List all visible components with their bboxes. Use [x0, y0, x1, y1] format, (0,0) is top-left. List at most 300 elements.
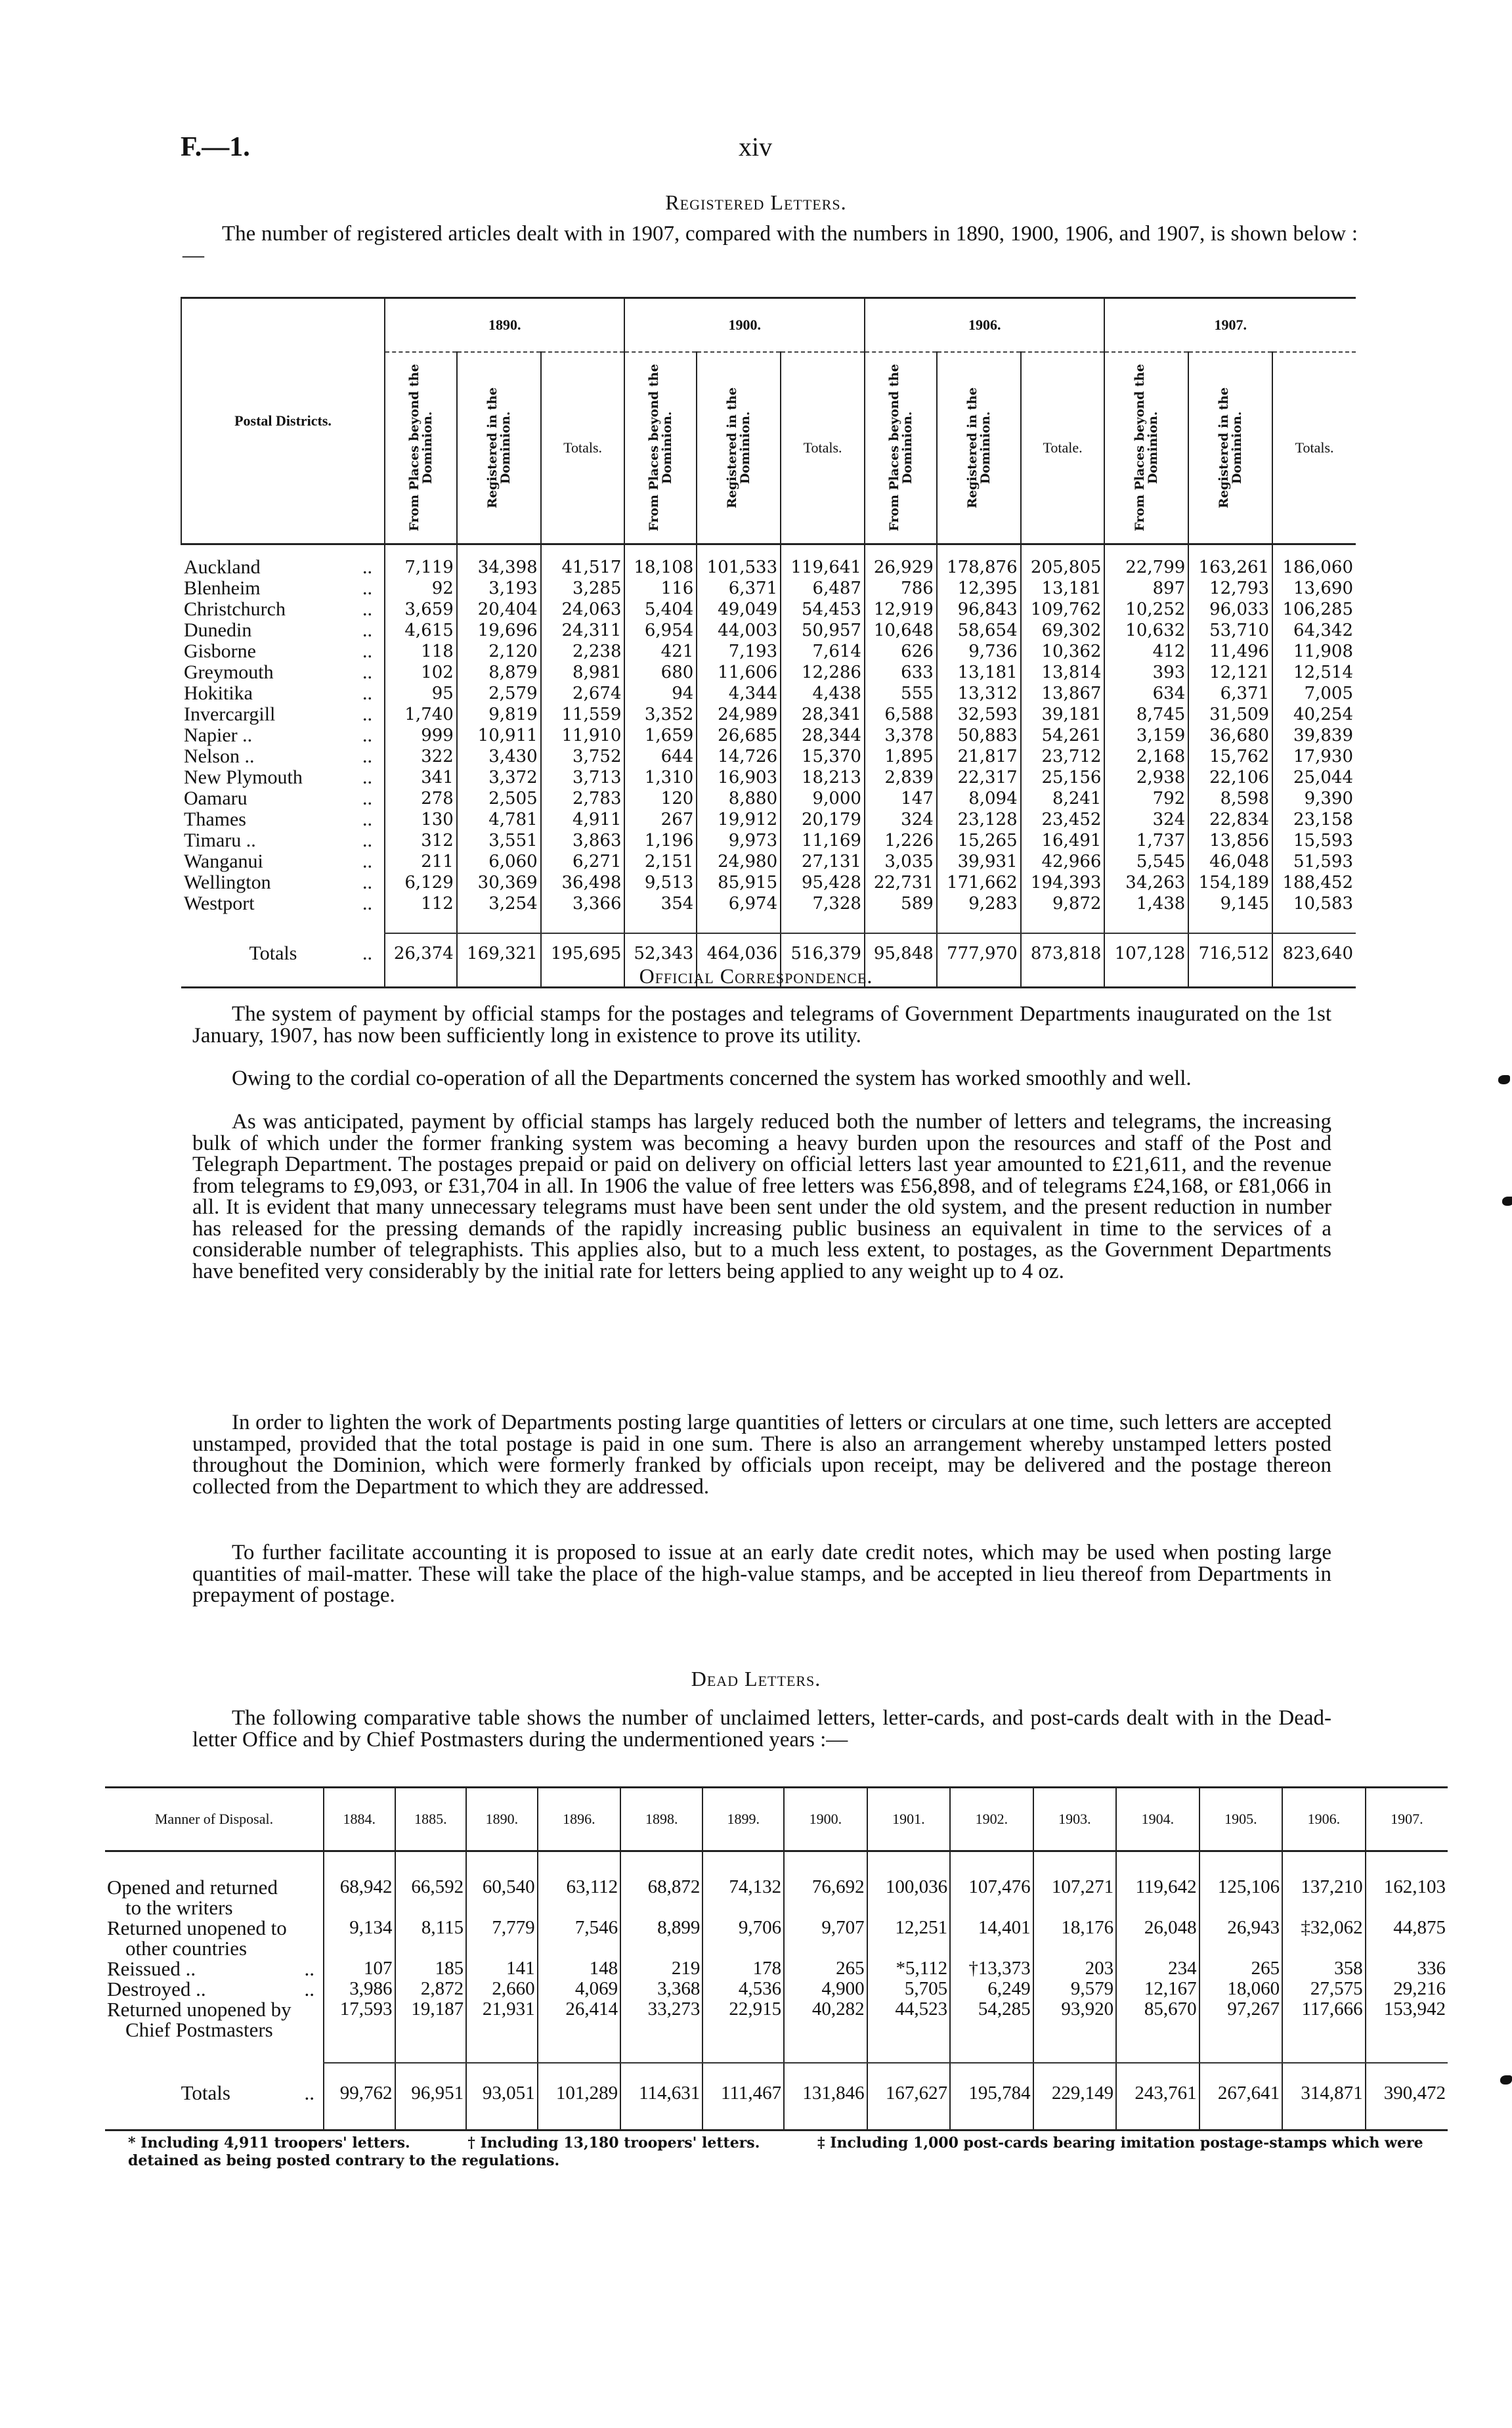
table-cell: 6,371	[1188, 683, 1272, 704]
district-label: Nelson ..	[184, 745, 255, 767]
table-cell: 15,370	[781, 746, 865, 767]
table-cell: 14,401	[950, 1918, 1033, 1958]
table-cell: 76,692	[784, 1851, 867, 1918]
footnotes	[128, 2134, 1454, 2170]
table-cell: 188,452	[1272, 872, 1356, 893]
table-cell: 1,895	[865, 746, 937, 767]
district-name	[181, 599, 385, 620]
total-cell: 167,627	[867, 2063, 951, 2123]
table-cell: 58,654	[937, 620, 1021, 641]
table-cell: 4,911	[541, 809, 625, 830]
table-cell: 265	[1199, 1958, 1283, 1979]
table-cell: 589	[865, 893, 937, 914]
year-header: 1884.	[324, 1788, 395, 1851]
table-cell: 39,181	[1021, 704, 1105, 725]
table-cell: 7,193	[697, 641, 781, 662]
totals-text: Totals	[249, 942, 297, 964]
table-cell: 100,036	[867, 1851, 951, 1918]
total-cell: 95,848	[865, 933, 937, 973]
disposal-label	[105, 1958, 324, 1979]
table-cell: 60,540	[466, 1851, 538, 1918]
year-header: 1885.	[395, 1788, 467, 1851]
table-cell: 24,311	[541, 620, 625, 641]
table-cell: 8,899	[620, 1918, 702, 1958]
table-cell: 9,872	[1021, 893, 1105, 914]
table-cell: 644	[624, 746, 697, 767]
table-row	[181, 599, 1356, 620]
table-cell: 36,680	[1188, 725, 1272, 746]
table-cell: 119,641	[781, 544, 865, 579]
table-rule	[181, 914, 1356, 929]
table-cell: 194,393	[1021, 872, 1105, 893]
district-name	[181, 809, 385, 830]
table-cell: 26,929	[865, 544, 937, 579]
from-beyond-header	[624, 352, 697, 544]
leader-dots: ..	[362, 808, 372, 830]
from-beyond-header	[385, 352, 457, 544]
registered-in-header-text: Registered in the Dominion.	[725, 387, 753, 509]
leader-dots: ..	[362, 942, 372, 964]
table-cell: 19,187	[395, 1999, 467, 2040]
official-paragraph: The system of payment by official stamps for the postages and telegrams of Government Departments inaugurated on the 1st January, 1907, has now been sufficiently long in existence to prove its utility.	[192, 1002, 1331, 1048]
leader-dots: ..	[362, 766, 372, 788]
table-row	[105, 1999, 1448, 2040]
table-cell: 22,915	[702, 1999, 784, 2040]
leader-dots: ..	[362, 598, 372, 620]
table-cell: 24,989	[697, 704, 781, 725]
footnote: * Including 4,911 troopers' letters.	[128, 2134, 410, 2152]
table-cell: 8,745	[1104, 704, 1188, 725]
year-header-row	[181, 298, 1356, 353]
total-cell: 195,695	[541, 933, 625, 973]
table-cell: 9,706	[702, 1918, 784, 1958]
table-cell: 3,285	[541, 578, 625, 599]
table-cell: 15,593	[1272, 830, 1356, 851]
table-cell: 24,063	[541, 599, 625, 620]
total-cell: 111,467	[702, 2063, 784, 2123]
table-cell: 12,919	[865, 599, 937, 620]
table-cell: 2,938	[1104, 767, 1188, 788]
table-cell: 34,263	[1104, 872, 1188, 893]
table-cell: 12,395	[937, 578, 1021, 599]
table-cell: 4,344	[697, 683, 781, 704]
table-cell: 102	[385, 662, 457, 683]
table-cell: 6,249	[950, 1979, 1033, 1999]
year-header: 1907.	[1104, 298, 1356, 353]
total-cell: 99,762	[324, 2063, 395, 2123]
table-cell: 21,817	[937, 746, 1021, 767]
table-cell: 6,974	[697, 893, 781, 914]
table-cell: 2,660	[466, 1979, 538, 1999]
table-cell: 1,226	[865, 830, 937, 851]
table-cell: 3,368	[620, 1979, 702, 1999]
district-label: Blenheim	[184, 577, 261, 599]
table-cell: 25,156	[1021, 767, 1105, 788]
table-cell: 3,986	[324, 1979, 395, 1999]
official-paragraph: Owing to the cordial co-operation of all the Departments concerned the system has worked smoothly and well.	[232, 1067, 1192, 1090]
table-cell: 2,783	[541, 788, 625, 809]
table-cell: 3,551	[457, 830, 541, 851]
table-cell: †13,373	[950, 1958, 1033, 1979]
district-name	[181, 746, 385, 767]
table-cell: 10,648	[865, 620, 937, 641]
district-label: Invercargill	[184, 703, 276, 725]
table-cell: 178,876	[937, 544, 1021, 579]
table-cell: 22,106	[1188, 767, 1272, 788]
from-beyond-header-text: From Places beyond the Dominion.	[647, 364, 675, 532]
table-cell: 324	[1104, 809, 1188, 830]
totals-header-text: Totals.	[1295, 439, 1334, 456]
disposal-text: Reissued ..	[107, 1957, 196, 1980]
table-cell: 18,060	[1199, 1979, 1283, 1999]
table-cell: 17,593	[324, 1999, 395, 2040]
district-label: Auckland	[184, 556, 261, 578]
table-cell: 18,176	[1033, 1918, 1117, 1958]
table-cell: 106,285	[1272, 599, 1356, 620]
table-cell: 421	[624, 641, 697, 662]
table-cell: 107	[324, 1958, 395, 1979]
table-cell: 23,158	[1272, 809, 1356, 830]
table-cell: 265	[784, 1958, 867, 1979]
table-cell: 15,762	[1188, 746, 1272, 767]
page-header	[181, 131, 1356, 171]
table-cell: 26,414	[538, 1999, 621, 2040]
table-cell: 154,189	[1188, 872, 1272, 893]
table-cell: 109,762	[1021, 599, 1105, 620]
table-cell: 7,119	[385, 544, 457, 579]
table-cell: 6,954	[624, 620, 697, 641]
year-header: 1904.	[1116, 1788, 1199, 1851]
district-label: Greymouth	[184, 661, 274, 683]
table-row	[181, 620, 1356, 641]
table-cell: 4,615	[385, 620, 457, 641]
table-rule	[181, 929, 1356, 933]
table-cell: 3,752	[541, 746, 625, 767]
table-cell: 23,452	[1021, 809, 1105, 830]
table-cell: 7,546	[538, 1918, 621, 1958]
table-cell: 2,238	[541, 641, 625, 662]
table-cell: 3,863	[541, 830, 625, 851]
district-name	[181, 620, 385, 641]
total-cell: 716,512	[1188, 933, 1272, 973]
totals-header	[1272, 352, 1356, 544]
table-cell: 185	[395, 1958, 467, 1979]
table-cell: 107,476	[950, 1851, 1033, 1918]
table-cell: 94	[624, 683, 697, 704]
table-cell: 41,517	[541, 544, 625, 579]
table-cell: 312	[385, 830, 457, 851]
table-cell: 112	[385, 893, 457, 914]
registered-in-header-text: Registered in the Dominion.	[964, 387, 993, 509]
table-cell: 50,957	[781, 620, 865, 641]
table-cell: 68,872	[620, 1851, 702, 1918]
disposal-subtext: other countries	[125, 1937, 248, 1960]
table-cell: 786	[865, 578, 937, 599]
table-row	[181, 872, 1356, 893]
disposal-label	[105, 1851, 324, 1918]
registered-in-header	[937, 352, 1021, 544]
table-cell: 203	[1033, 1958, 1117, 1979]
year-header: 1900.	[624, 298, 864, 353]
total-cell: 131,846	[784, 2063, 867, 2123]
leader-dots: ..	[362, 724, 372, 746]
table-cell: 13,856	[1188, 830, 1272, 851]
table-cell: 2,120	[457, 641, 541, 662]
table-cell: 9,513	[624, 872, 697, 893]
year-header: 1890.	[385, 298, 624, 353]
table-cell: 92	[385, 578, 457, 599]
district-name	[181, 641, 385, 662]
table-cell: 5,545	[1104, 851, 1188, 872]
disposal-label	[105, 1999, 324, 2040]
table-cell: 19,696	[457, 620, 541, 641]
table-cell: 1,737	[1104, 830, 1188, 851]
table-cell: 9,283	[937, 893, 1021, 914]
table-cell: 68,942	[324, 1851, 395, 1918]
district-name	[181, 544, 385, 579]
table-cell: 11,606	[697, 662, 781, 683]
table-cell: 26,048	[1116, 1918, 1199, 1958]
table-row	[181, 683, 1356, 704]
table-cell: 3,430	[457, 746, 541, 767]
total-cell: 314,871	[1282, 2063, 1366, 2123]
leader-dots: ..	[362, 661, 372, 683]
table-cell: 9,973	[697, 830, 781, 851]
table-cell: 3,035	[865, 851, 937, 872]
table-rule	[105, 2040, 1448, 2063]
table-row	[105, 1918, 1448, 1958]
table-cell: 85,670	[1116, 1999, 1199, 2040]
leader-dots: ..	[362, 703, 372, 725]
footnote: † Including 13,180 troopers' letters.	[467, 2134, 760, 2152]
table-cell: ‡32,062	[1282, 1918, 1366, 1958]
registered-letters-table	[181, 297, 1356, 988]
district-name	[181, 767, 385, 788]
year-header: 1905.	[1199, 1788, 1283, 1851]
table-cell: 24,980	[697, 851, 781, 872]
table-cell: 148	[538, 1958, 621, 1979]
table-cell: 8,094	[937, 788, 1021, 809]
table-cell: *5,112	[867, 1958, 951, 1979]
table-cell: 10,362	[1021, 641, 1105, 662]
table-cell: 101,533	[697, 544, 781, 579]
district-name	[181, 788, 385, 809]
table-cell: 30,369	[457, 872, 541, 893]
leader-dots: ..	[304, 2081, 314, 2104]
scan-edge-mark	[1498, 1075, 1510, 1084]
table-cell: 16,903	[697, 767, 781, 788]
table-cell: 33,273	[620, 1999, 702, 2040]
from-beyond-header	[865, 352, 937, 544]
table-cell: 4,438	[781, 683, 865, 704]
total-cell: 823,640	[1272, 933, 1356, 973]
totals-header	[1021, 352, 1105, 544]
table-cell: 13,312	[937, 683, 1021, 704]
year-header: 1901.	[867, 1788, 951, 1851]
table-cell: 40,282	[784, 1999, 867, 2040]
table-cell: 119,642	[1116, 1851, 1199, 1918]
table-cell: 8,241	[1021, 788, 1105, 809]
table-cell: 3,366	[541, 893, 625, 914]
table-cell: 555	[865, 683, 937, 704]
district-name	[181, 893, 385, 914]
table-cell: 322	[385, 746, 457, 767]
total-cell: 169,321	[457, 933, 541, 973]
total-cell: 93,051	[466, 2063, 538, 2123]
totals-row	[105, 2063, 1448, 2123]
registered-in-header-text: Registered in the Dominion.	[485, 387, 513, 509]
district-label: Wanganui	[184, 850, 263, 872]
table-cell: 205,805	[1021, 544, 1105, 579]
totals-header	[781, 352, 865, 544]
year-header: 1898.	[620, 1788, 702, 1851]
district-label: Christchurch	[184, 598, 286, 620]
disposal-text: Opened and returned	[107, 1876, 278, 1899]
district-label: Thames	[184, 808, 246, 830]
table-cell: 178	[702, 1958, 784, 1979]
official-correspondence-title: Official Correspondence.	[639, 964, 873, 988]
table-cell: 18,213	[781, 767, 865, 788]
table-cell: 11,908	[1272, 641, 1356, 662]
scan-edge-mark	[1500, 2075, 1512, 2085]
table-cell: 7,614	[781, 641, 865, 662]
table-row	[105, 1979, 1448, 1999]
page-reference: F.—1.	[181, 132, 250, 162]
table-cell: 93,920	[1033, 1999, 1117, 2040]
year-header: 1900.	[784, 1788, 867, 1851]
table-cell: 27,131	[781, 851, 865, 872]
table-cell: 9,579	[1033, 1979, 1117, 1999]
year-header: 1906.	[1282, 1788, 1366, 1851]
table-cell: 999	[385, 725, 457, 746]
dead-letters-table	[105, 1786, 1448, 2131]
from-beyond-header	[1104, 352, 1188, 544]
table-cell: 25,044	[1272, 767, 1356, 788]
year-header: 1902.	[950, 1788, 1033, 1851]
year-header: 1906.	[865, 298, 1104, 353]
table-cell: 39,931	[937, 851, 1021, 872]
table-cell: 393	[1104, 662, 1188, 683]
table-cell: 3,713	[541, 767, 625, 788]
from-beyond-header-text: From Places beyond the Dominion.	[406, 364, 435, 532]
table-cell: 23,128	[937, 809, 1021, 830]
table-cell: 40,254	[1272, 704, 1356, 725]
table-cell: 3,659	[385, 599, 457, 620]
table-cell: 36,498	[541, 872, 625, 893]
table-cell: 39,839	[1272, 725, 1356, 746]
table-row	[181, 641, 1356, 662]
table-cell: 171,662	[937, 872, 1021, 893]
table-cell: 10,911	[457, 725, 541, 746]
table-cell: 8,598	[1188, 788, 1272, 809]
totals-text: Totals	[181, 2081, 230, 2104]
table-cell: 22,731	[865, 872, 937, 893]
table-cell: 8,879	[457, 662, 541, 683]
registered-in-header	[1188, 352, 1272, 544]
district-name	[181, 851, 385, 872]
table-cell: 10,252	[1104, 599, 1188, 620]
district-label: Westport	[184, 893, 255, 914]
table-cell: 186,060	[1272, 544, 1356, 579]
table-cell: 11,169	[781, 830, 865, 851]
table-row	[181, 704, 1356, 725]
total-cell: 195,784	[950, 2063, 1033, 2123]
official-paragraph: To further facilitate accounting it is proposed to issue at an early date credit notes, which may be used when posting large quantities of mail-matter. These will take the place of the high-value stamps, and be accepted in lieu thereof from Departments in prepayment of postage.	[192, 1541, 1331, 1607]
table-cell: 50,883	[937, 725, 1021, 746]
table-cell: 2,674	[541, 683, 625, 704]
table-cell: 1,740	[385, 704, 457, 725]
disposal-label	[105, 1918, 324, 1958]
year-header: 1896.	[538, 1788, 621, 1851]
official-paragraph: In order to lighten the work of Departments posting large quantities of letters or circulars at one time, such letters are accepted unstamped, provided that the total postage is paid in one sum. There is also an arrangement whereby unstamped letters posted throughout the Dominion, which were formerly franked by officials upon receipt, may be delivered and the postage thereon collected from the Department to which they are addressed.	[192, 1411, 1331, 1499]
table-cell: 10,632	[1104, 620, 1188, 641]
table-cell: 107,271	[1033, 1851, 1117, 1918]
table-cell: 634	[1104, 683, 1188, 704]
district-name	[181, 725, 385, 746]
table-row	[181, 746, 1356, 767]
district-name	[181, 683, 385, 704]
table-cell: 792	[1104, 788, 1188, 809]
table-cell: 22,834	[1188, 809, 1272, 830]
table-cell: 44,523	[867, 1999, 951, 2040]
table-cell: 162,103	[1366, 1851, 1448, 1918]
table-cell: 2,168	[1104, 746, 1188, 767]
table-cell: 46,048	[1188, 851, 1272, 872]
totals-header-text: Totals.	[803, 439, 842, 456]
table-cell: 64,342	[1272, 620, 1356, 641]
table-cell: 219	[620, 1958, 702, 1979]
table-cell: 49,049	[697, 599, 781, 620]
table-cell: 4,781	[457, 809, 541, 830]
table-cell: 12,167	[1116, 1979, 1199, 1999]
dead-letters-header-row	[105, 1788, 1448, 1851]
table-cell: 13,690	[1272, 578, 1356, 599]
table-cell: 358	[1282, 1958, 1366, 1979]
table-row	[181, 893, 1356, 914]
table-cell: 1,196	[624, 830, 697, 851]
table-cell: 412	[1104, 641, 1188, 662]
table-cell: 15,265	[937, 830, 1021, 851]
registered-letters-intro: The number of registered articles dealt with in 1907, compared with the numbers in 1890, 1900, 1906, and 1907, is shown below :—	[183, 222, 1358, 267]
total-cell: 229,149	[1033, 2063, 1117, 2123]
table-cell: 354	[624, 893, 697, 914]
table-cell: 53,710	[1188, 620, 1272, 641]
table-cell: 96,033	[1188, 599, 1272, 620]
district-name	[181, 578, 385, 599]
table-cell: 74,132	[702, 1851, 784, 1918]
table-cell: 22,317	[937, 767, 1021, 788]
table-cell: 28,344	[781, 725, 865, 746]
footnote: ‡ Including 1,000 post-cards bearing imitation postage-stamps which were detained as being posted contrary to the regulations.	[128, 2134, 1423, 2169]
from-beyond-header-text: From Places beyond the Dominion.	[1133, 364, 1161, 532]
table-cell: 6,487	[781, 578, 865, 599]
table-cell: 32,593	[937, 704, 1021, 725]
table-cell: 130	[385, 809, 457, 830]
district-label: Napier ..	[184, 724, 253, 746]
table-cell: 13,181	[937, 662, 1021, 683]
table-cell: 7,005	[1272, 683, 1356, 704]
disposal-label	[105, 1979, 324, 1999]
district-name	[181, 830, 385, 851]
table-cell: 633	[865, 662, 937, 683]
table-cell: 4,900	[784, 1979, 867, 1999]
leader-dots: ..	[362, 682, 372, 704]
year-header: 1907.	[1366, 1788, 1448, 1851]
table-cell: 120	[624, 788, 697, 809]
leader-dots: ..	[362, 577, 372, 599]
page-number: xiv	[739, 132, 773, 162]
manner-of-disposal-header: Manner of Disposal.	[105, 1788, 324, 1851]
